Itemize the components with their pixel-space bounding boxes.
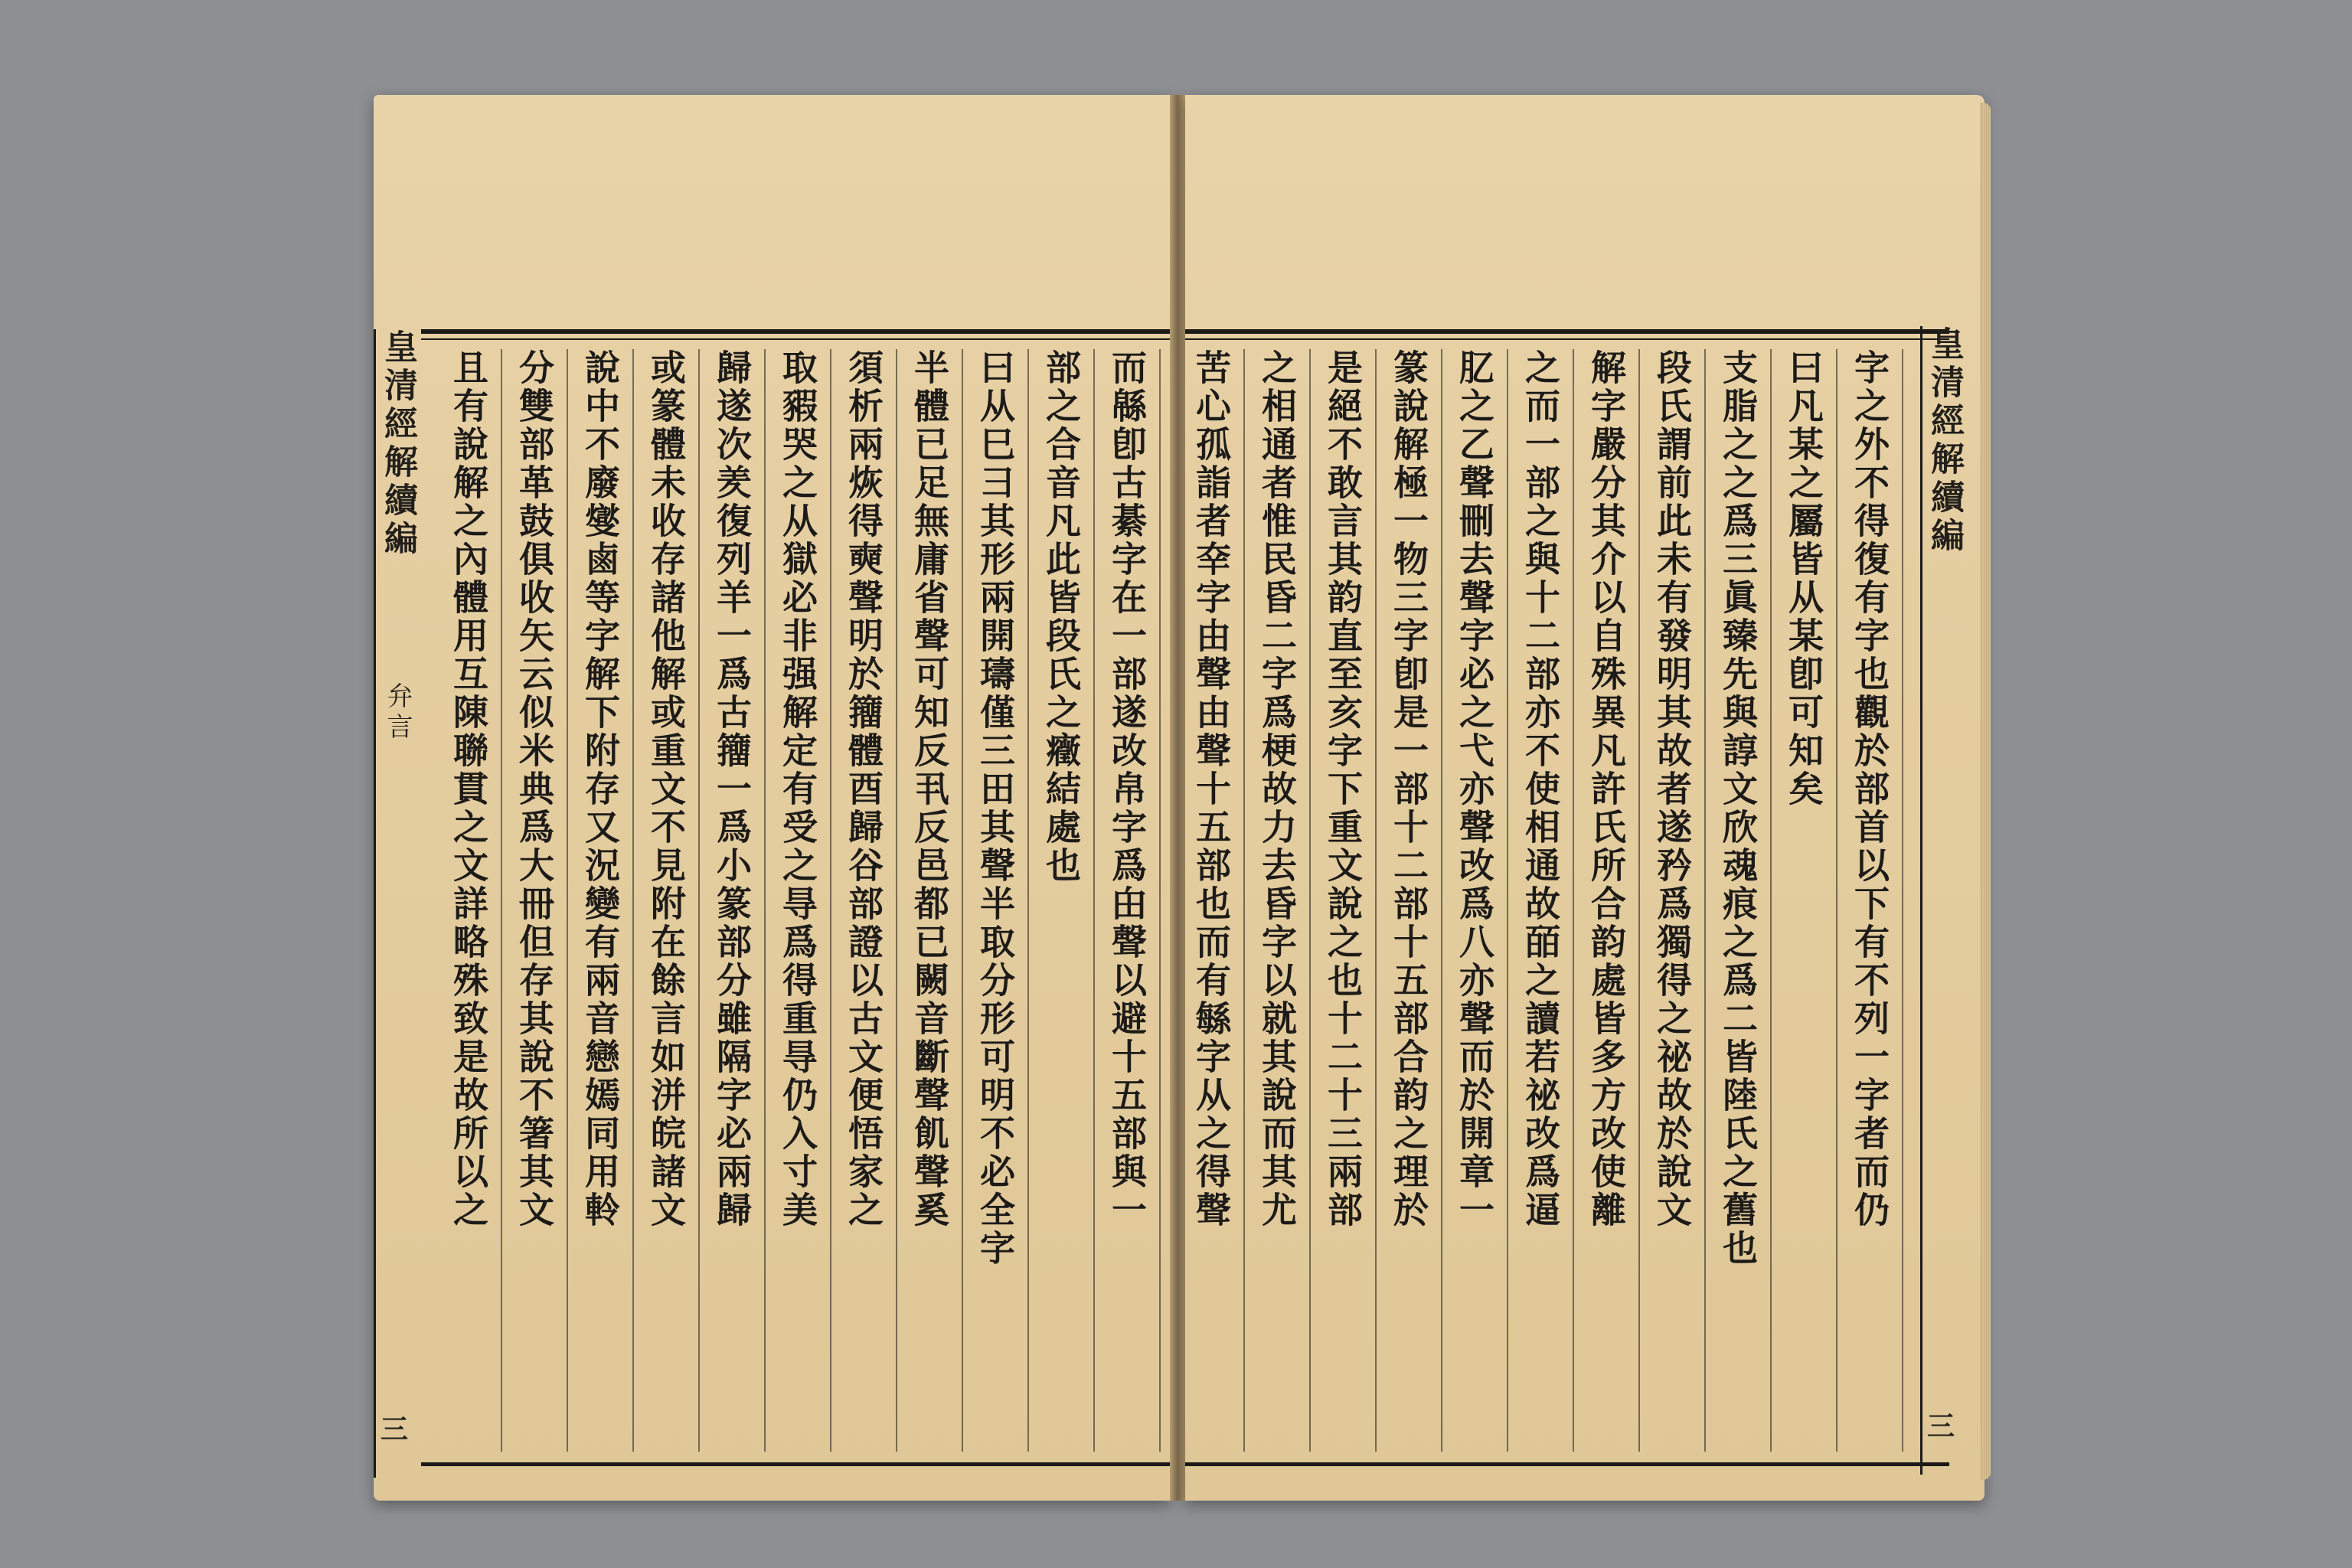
text-column: 是絕不敢言其韵直至亥字下重文說之也十二十三兩部 [1320, 349, 1377, 1452]
book-gutter [1170, 95, 1185, 1501]
right-margin-title: 皇清經解續編 [1925, 326, 1964, 556]
text-column: 篆說解極一物三字卽是一部十二部十五部合韵之理於 [1386, 349, 1442, 1452]
left-margin-title: 皇清經解續編 [378, 329, 417, 559]
left-margin-column [374, 329, 422, 1478]
page-edges [1980, 103, 1991, 1480]
text-column: 曰从巳彐其形兩開璹僅三田其聲半取分形可明不必全字 [972, 349, 1029, 1452]
left-page-frame [421, 329, 1170, 1466]
text-column: 分雙部革鼓俱收矢云似米典爲大冊但存其說不箸其文 [511, 349, 568, 1452]
text-column: 而緜卽古綦字在一部遂改帛字爲甶聲以避十五部與一 [1104, 349, 1161, 1452]
right-page-number: 三 [1927, 1410, 1960, 1442]
text-column: 半體已足無庸省聲可知反丮反邑都已闕音斷聲飢聲奚 [906, 349, 963, 1452]
text-column: 支脂之之爲三眞臻先與諄文欣魂痕之爲二皆陸氏之舊也 [1715, 349, 1772, 1452]
open-book [374, 95, 1984, 1501]
text-column: 說中不廢燮鹵等字解下附存又況變有兩音戀嫣同用軨 [577, 349, 634, 1452]
left-page [374, 95, 1170, 1501]
text-column: 苦心孤詣者㚔字由聲由聲十五部也而有緐字从之得聲 [1188, 349, 1245, 1452]
text-column: 取豭哭之从獄必非强解定有受之㝵爲得重㝵仍入寸美 [775, 349, 831, 1452]
text-column: 歸遂次羑復列羊一爲古籒一爲小篆部分雖隔字必兩歸 [709, 349, 766, 1452]
text-column: 段氏謂前此未有發明其故者遂矜爲獨得之祕故於說文 [1649, 349, 1706, 1452]
right-margin-column [1920, 326, 1968, 1475]
text-column: 部之合音凡此皆段氏之癥結處也 [1038, 349, 1095, 1452]
right-page-frame [1185, 326, 1964, 1466]
text-column: 之而一部之與十二部亦不使相通故皕之讀若祕改爲逼 [1517, 349, 1574, 1452]
text-column: 之相通者惟民昏二字爲梗故力去昏字以就其說而其尤 [1254, 349, 1311, 1452]
text-column: 須析兩烣得奭聲明於籒體酉歸谷部證以古文便悟家之 [841, 349, 897, 1452]
text-column: 解字嚴分其介以自殊異凡許氏所合韵處皆多方改使離 [1583, 349, 1640, 1452]
left-margin-section: 弁言 [382, 682, 413, 744]
text-column: 曰凡某之屬皆从某卽可知矣 [1781, 349, 1838, 1452]
text-column: 字之外不得復有字也觀於部首以下有不列一字者而仍 [1847, 349, 1903, 1452]
text-column: 肊之乙聲刪去聲字必之弋亦聲改爲八亦聲而於開章一 [1452, 349, 1508, 1452]
text-column: 且有說解之內體用互陳聯貫之文詳略殊致是故所以之 [446, 349, 502, 1452]
left-page-number: 三 [381, 1413, 413, 1446]
text-column: 或篆體未收存諸他解或重文不見附在餘言如洴皖諸文 [643, 349, 700, 1452]
